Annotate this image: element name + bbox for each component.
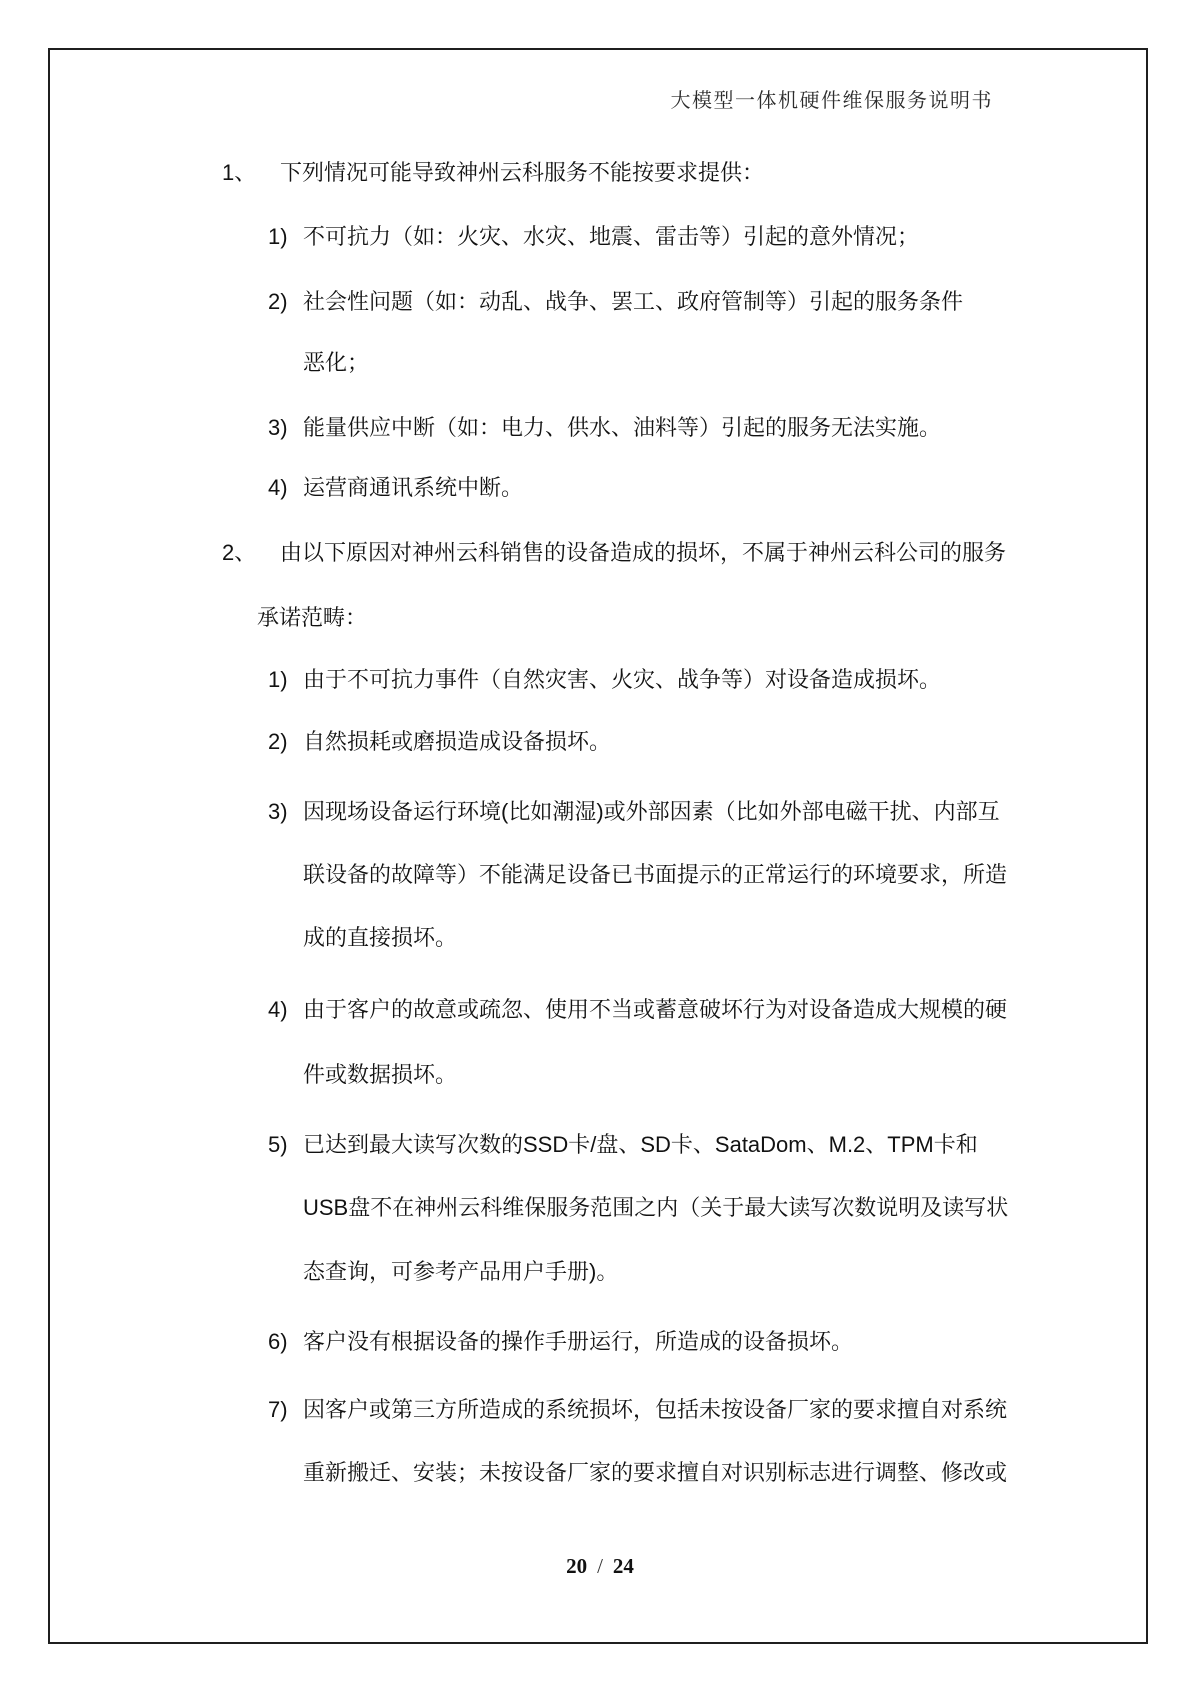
document-line-text: 客户没有根据设备的操作手册运行，所造成的设备损坏。	[303, 1329, 854, 1354]
document-line	[222, 538, 1006, 568]
list-number-label: 1、	[222, 160, 257, 185]
list-number-label: 6)	[268, 1329, 288, 1354]
document-line	[268, 1327, 853, 1357]
document-line	[257, 603, 367, 633]
document-line	[268, 413, 941, 443]
document-line-text: 运营商通讯系统中断。	[303, 475, 524, 500]
document-line	[303, 1257, 618, 1287]
document-line	[268, 1395, 1007, 1425]
document-line	[222, 158, 764, 188]
list-number-label: 2、	[222, 540, 257, 565]
document-line-text: 不可抗力（如：火灾、水灾、地震、雷击等）引起的意外情况；	[303, 224, 920, 249]
document-line-text: 能量供应中断（如：电力、供水、油料等）引起的服务无法实施。	[303, 415, 942, 440]
document-line	[268, 797, 1000, 827]
document-line	[303, 1458, 1007, 1488]
page-number-separator: /	[597, 1554, 603, 1578]
document-line	[303, 348, 369, 378]
list-number-label: 5)	[268, 1132, 288, 1157]
document-line-text: 已达到最大读写次数的SSD卡/盘、SD卡、SataDom、M.2、TPM卡和	[303, 1132, 978, 1157]
page-number-total: 24	[612, 1554, 634, 1578]
list-number-label: 3)	[268, 799, 288, 824]
page-number-current: 20	[566, 1554, 588, 1578]
document-line-text: 因现场设备运行环境(比如潮湿)或外部因素（比如外部电磁干扰、内部互	[303, 799, 1000, 824]
document-line	[268, 995, 1007, 1025]
document-line	[303, 1060, 457, 1090]
document-line	[268, 473, 523, 503]
document-line-text: USB盘不在神州云科维保服务范围之内（关于最大读写次数说明及读写状	[303, 1195, 1009, 1220]
list-number-label: 4)	[268, 997, 288, 1022]
document-line	[268, 1130, 978, 1160]
document-line	[303, 1193, 1008, 1223]
document-line-text: 因客户或第三方所造成的系统损坏，包括未按设备厂家的要求擅自对系统	[303, 1397, 1008, 1422]
document-line	[303, 860, 1007, 890]
document-line	[268, 727, 611, 757]
document-line	[268, 287, 963, 317]
list-number-label: 1)	[268, 667, 288, 692]
list-number-label: 1)	[268, 224, 288, 249]
document-line-text: 由以下原因对神州云科销售的设备造成的损坏，不属于神州云科公司的服务	[280, 540, 1007, 565]
document-line-text: 成的直接损坏。	[303, 925, 458, 950]
document-line-text: 联设备的故障等）不能满足设备已书面提示的正常运行的环境要求，所造	[303, 862, 1008, 887]
list-number-label: 4)	[268, 475, 288, 500]
document-line-text: 由于不可抗力事件（自然灾害、火灾、战争等）对设备造成损坏。	[303, 667, 942, 692]
document-line-text: 社会性问题（如：动乱、战争、罢工、政府管制等）引起的服务条件	[303, 289, 964, 314]
document-line-text: 重新搬迁、安装；未按设备厂家的要求擅自对识别标志进行调整、修改或	[303, 1460, 1008, 1485]
document-line	[303, 923, 457, 953]
document-line-text: 承诺范畴：	[257, 605, 368, 630]
list-number-label: 2)	[268, 289, 288, 314]
list-number-label: 7)	[268, 1397, 288, 1422]
document-line	[268, 665, 941, 695]
list-number-label: 2)	[268, 729, 288, 754]
document-line-text: 件或数据损坏。	[303, 1062, 458, 1087]
document-line-text: 自然损耗或磨损造成设备损坏。	[303, 729, 612, 754]
document-line-text: 下列情况可能导致神州云科服务不能按要求提供：	[280, 160, 765, 185]
document-line-text: 态查询，可参考产品用户手册)。	[303, 1259, 619, 1284]
document-line	[268, 222, 919, 252]
document-line-text: 恶化；	[303, 350, 370, 375]
list-number-label: 3)	[268, 415, 288, 440]
document-header-title: 大模型一体机硬件维保服务说明书	[670, 90, 993, 112]
page-footer	[0, 1554, 1200, 1579]
document-line-text: 由于客户的故意或疏忽、使用不当或蓄意破坏行为对设备造成大规模的硬	[303, 997, 1008, 1022]
